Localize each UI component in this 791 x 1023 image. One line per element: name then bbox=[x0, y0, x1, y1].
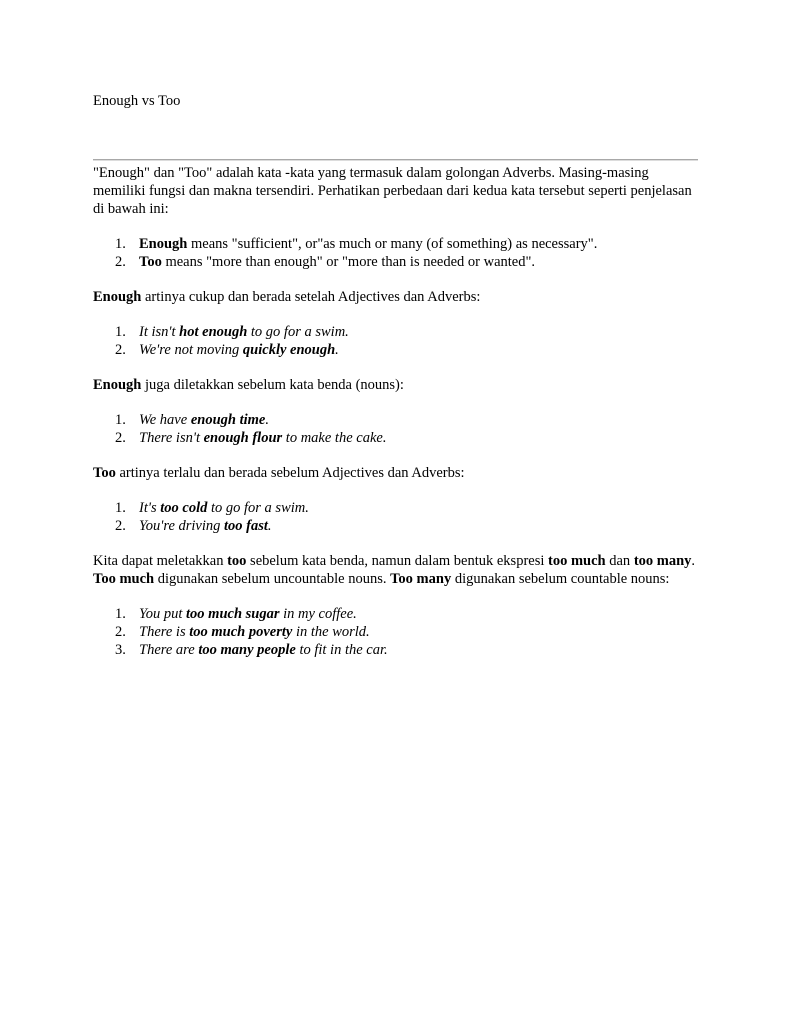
list-item bbox=[93, 235, 698, 253]
term-too: Too bbox=[139, 254, 162, 270]
list-number: 2. bbox=[115, 624, 126, 640]
list-number: 1. bbox=[115, 324, 126, 340]
list-item bbox=[93, 253, 698, 271]
example-list bbox=[93, 605, 698, 659]
example-text: There are too many people to fit in the car. bbox=[139, 642, 388, 658]
list-item bbox=[93, 517, 698, 535]
list-item bbox=[93, 341, 698, 359]
intro-paragraph: "Enough" dan "Too" adalah kata -kata yang termasuk dalam golongan Adverbs. Masing-masing memiliki fungsi dan makna tersendiri. Perhatikan perbedaan dari kedua kata tersebut seperti penjelasan di bawah ini: bbox=[93, 165, 692, 217]
example-text: We have enough time. bbox=[139, 412, 269, 428]
section-text: artinya terlalu dan berada sebelum Adjectives dan Adverbs: bbox=[115, 465, 465, 481]
term-enough: Enough bbox=[93, 377, 142, 393]
list-item bbox=[93, 323, 698, 341]
example-text: It isn't hot enough to go for a swim. bbox=[139, 324, 349, 340]
term-too: Too bbox=[93, 465, 116, 481]
example-list bbox=[93, 411, 698, 447]
document-page bbox=[93, 92, 698, 659]
section-text: artinya cukup dan berada setelah Adjectives dan Adverbs: bbox=[141, 289, 481, 305]
list-number: 2. bbox=[115, 342, 126, 358]
term-enough: Enough bbox=[139, 236, 188, 252]
horizontal-rule bbox=[93, 159, 698, 161]
list-item bbox=[93, 623, 698, 641]
example-text: There is too much poverty in the world. bbox=[139, 624, 370, 640]
list-item bbox=[93, 641, 698, 659]
list-number: 1. bbox=[115, 412, 126, 428]
list-number: 2. bbox=[115, 518, 126, 534]
list-number: 2. bbox=[115, 254, 126, 270]
list-number: 2. bbox=[115, 430, 126, 446]
definition-text: means "sufficient", or"as much or many (of something) as necessary". bbox=[187, 236, 598, 252]
list-item bbox=[93, 605, 698, 623]
section-enough-after bbox=[93, 288, 698, 306]
document-title: Enough vs Too bbox=[93, 93, 181, 109]
example-text: It's too cold to go for a swim. bbox=[139, 500, 309, 516]
definition-list bbox=[93, 235, 698, 271]
list-item bbox=[93, 411, 698, 429]
example-text: We're not moving quickly enough. bbox=[139, 342, 339, 358]
list-number: 1. bbox=[115, 500, 126, 516]
section-too-much-many: Kita dapat meletakkan too sebelum kata benda, namun dalam bentuk ekspresi too much dan too many. Too much digunakan sebelum uncountable nouns. Too many digunakan sebelum countable nouns: bbox=[93, 553, 696, 587]
example-list bbox=[93, 499, 698, 535]
section-enough-before-nouns bbox=[93, 376, 698, 394]
term-enough: Enough bbox=[93, 289, 142, 305]
section-text: juga diletakkan sebelum kata benda (nouns): bbox=[141, 377, 404, 393]
list-number: 1. bbox=[115, 236, 126, 252]
section-too bbox=[93, 464, 698, 482]
example-text: You're driving too fast. bbox=[139, 518, 272, 534]
list-number: 1. bbox=[115, 606, 126, 622]
list-number: 3. bbox=[115, 642, 126, 658]
example-list bbox=[93, 323, 698, 359]
example-text: There isn't enough flour to make the cake. bbox=[139, 430, 387, 446]
definition-text: means "more than enough" or "more than is needed or wanted". bbox=[161, 254, 536, 270]
example-text: You put too much sugar in my coffee. bbox=[139, 606, 357, 622]
list-item bbox=[93, 429, 698, 447]
list-item bbox=[93, 499, 698, 517]
